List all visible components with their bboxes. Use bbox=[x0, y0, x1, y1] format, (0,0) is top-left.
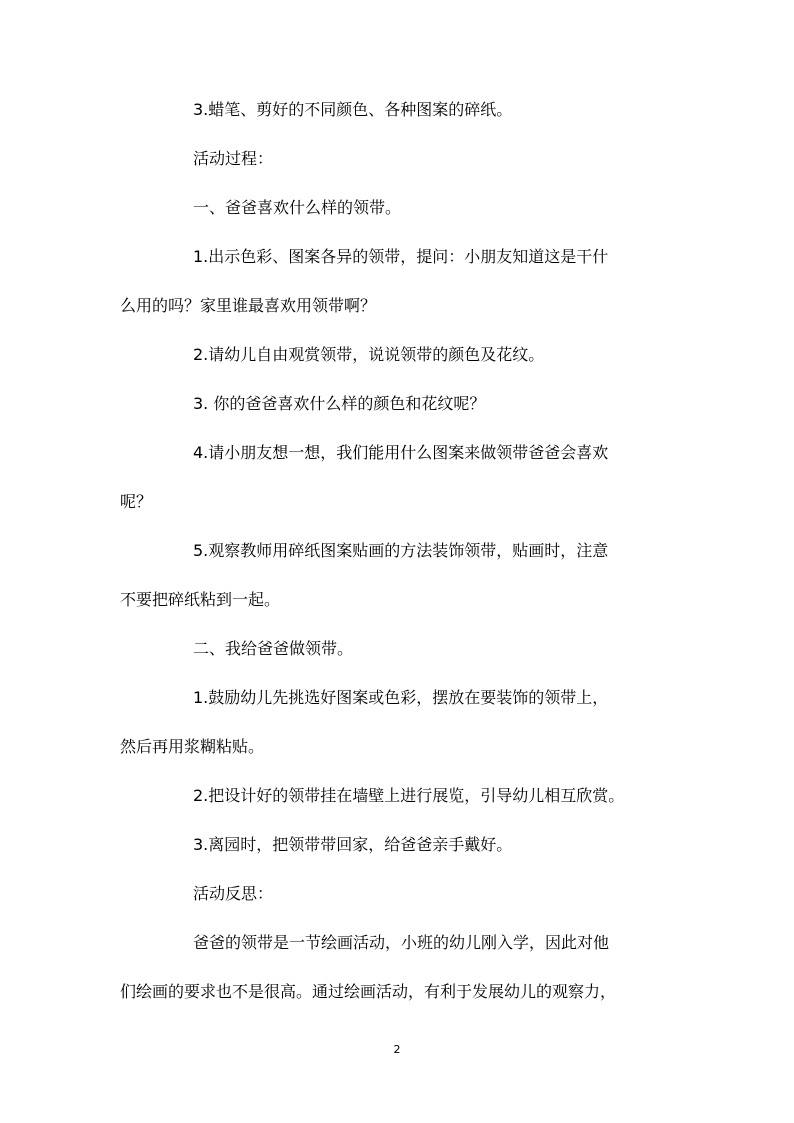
paragraph-line: 4.请小朋友想一想，我们能用什么图案来做领带爸爸会喜欢 bbox=[193, 443, 609, 462]
paragraph-line: 爸爸的领带是一节绘画活动，小班的幼儿刚入学，因此对他 bbox=[193, 933, 610, 952]
paragraph-line: 不要把碎纸粘到一起。 bbox=[120, 590, 281, 609]
paragraph-line: 1.鼓励幼儿先挑选好图案或色彩，摆放在要装饰的领带上， bbox=[193, 688, 609, 707]
step-heading-1: 一、爸爸喜欢什么样的领带。 bbox=[193, 198, 402, 217]
paragraph-line: 们绘画的要求也不是很高。通过绘画活动，有利于发展幼儿的观察力， bbox=[120, 982, 617, 1001]
page-number: 2 bbox=[393, 1043, 401, 1056]
paragraph-line: 2.把设计好的领带挂在墙壁上进行展览，引导幼儿相互欣赏。 bbox=[193, 786, 625, 805]
paragraph-line: 然后再用浆糊粘贴。 bbox=[120, 737, 265, 756]
paragraph-line: 3.离园时，把领带带回家，给爸爸亲手戴好。 bbox=[193, 835, 513, 854]
paragraph-line: 1.出示色彩、图案各异的领带，提问：小朋友知道这是干什 bbox=[193, 247, 609, 266]
paragraph-line: 2.请幼儿自由观赏领带，说说领带的颜色及花纹。 bbox=[193, 345, 545, 364]
section-heading-reflection: 活动反思： bbox=[193, 884, 274, 903]
paragraph-line: 3. 你的爸爸喜欢什么样的颜色和花纹呢？ bbox=[193, 394, 486, 413]
step-heading-2: 二、我给爸爸做领带。 bbox=[193, 639, 354, 658]
material-item-3: 3.蜡笔、剪好的不同颜色、各种图案的碎纸。 bbox=[193, 100, 513, 119]
paragraph-line: 呢？ bbox=[120, 492, 153, 511]
paragraph-line: 么用的吗？家里谁最喜欢用领带啊？ bbox=[120, 296, 377, 315]
paragraph-line: 5.观察教师用碎纸图案贴画的方法装饰领带，贴画时，注意 bbox=[193, 541, 609, 560]
section-heading-activity-process: 活动过程： bbox=[193, 149, 274, 168]
